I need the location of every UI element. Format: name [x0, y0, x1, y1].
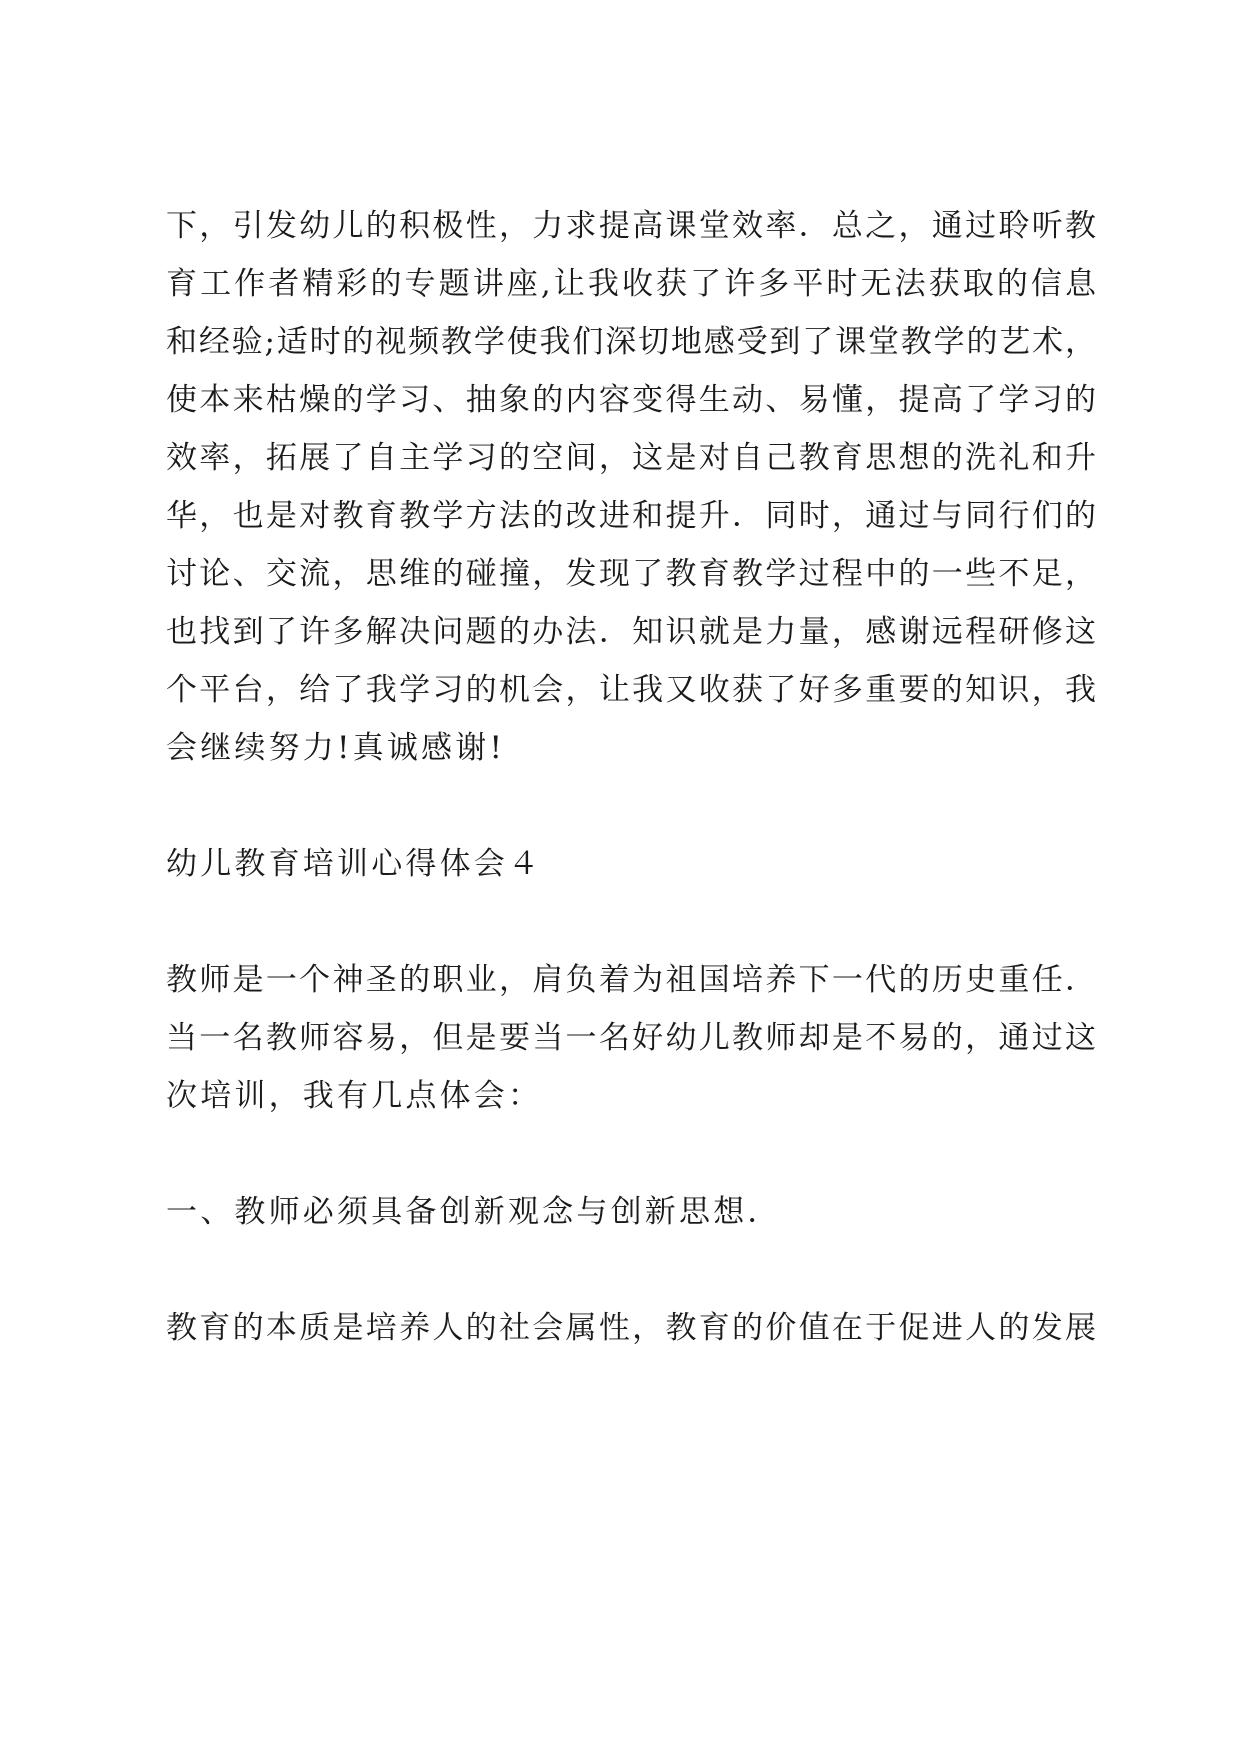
paragraph-1-line-2: 育工作者精彩的专题讲座,让我收获了许多平时无法获取的信息: [166, 266, 1096, 302]
paragraph-1-line-3: 和经验;适时的视频教学使我们深切地感受到了课堂教学的艺术，: [166, 324, 1096, 360]
paragraph-2-line-2: 当一名教师容易，但是要当一名好幼儿教师却是不易的，通过这: [166, 1020, 1096, 1056]
paragraph-1-line-10: 会继续努力!真诚感谢!: [166, 730, 506, 766]
paragraph-2-line-3: 次培训，我有几点体会：: [166, 1078, 543, 1114]
paragraph-3-line-1: 教育的本质是培养人的社会属性，教育的价值在于促进人的发展: [166, 1310, 1096, 1346]
paragraph-1-line-1: 下，引发幼儿的积极性，力求提高课堂效率．总之，通过聆听教: [166, 208, 1096, 244]
paragraph-1-line-4: 使本来枯燥的学习、抽象的内容变得生动、易懂，提高了学习的: [166, 382, 1096, 418]
paragraph-2-line-1: 教师是一个神圣的职业，肩负着为祖国培养下一代的历史重任．: [166, 962, 1096, 998]
paragraph-1-line-8: 也找到了许多解决问题的办法．知识就是力量，感谢远程研修这: [166, 614, 1096, 650]
paragraph-1-line-5: 效率，拓展了自主学习的空间，这是对自己教育思想的洗礼和升: [166, 440, 1096, 476]
section-heading: 幼儿教育培训心得体会４: [166, 846, 543, 882]
paragraph-1-line-6: 华，也是对教育教学方法的改进和提升．同时，通过与同行们的: [166, 498, 1096, 534]
paragraph-1-line-7: 讨论、交流，思维的碰撞，发现了教育教学过程中的一些不足，: [166, 556, 1096, 592]
paragraph-1-line-9: 个平台，给了我学习的机会，让我又收获了好多重要的知识，我: [166, 672, 1096, 708]
point-1-heading: 一、教师必须具备创新观念与创新思想．: [166, 1194, 782, 1230]
